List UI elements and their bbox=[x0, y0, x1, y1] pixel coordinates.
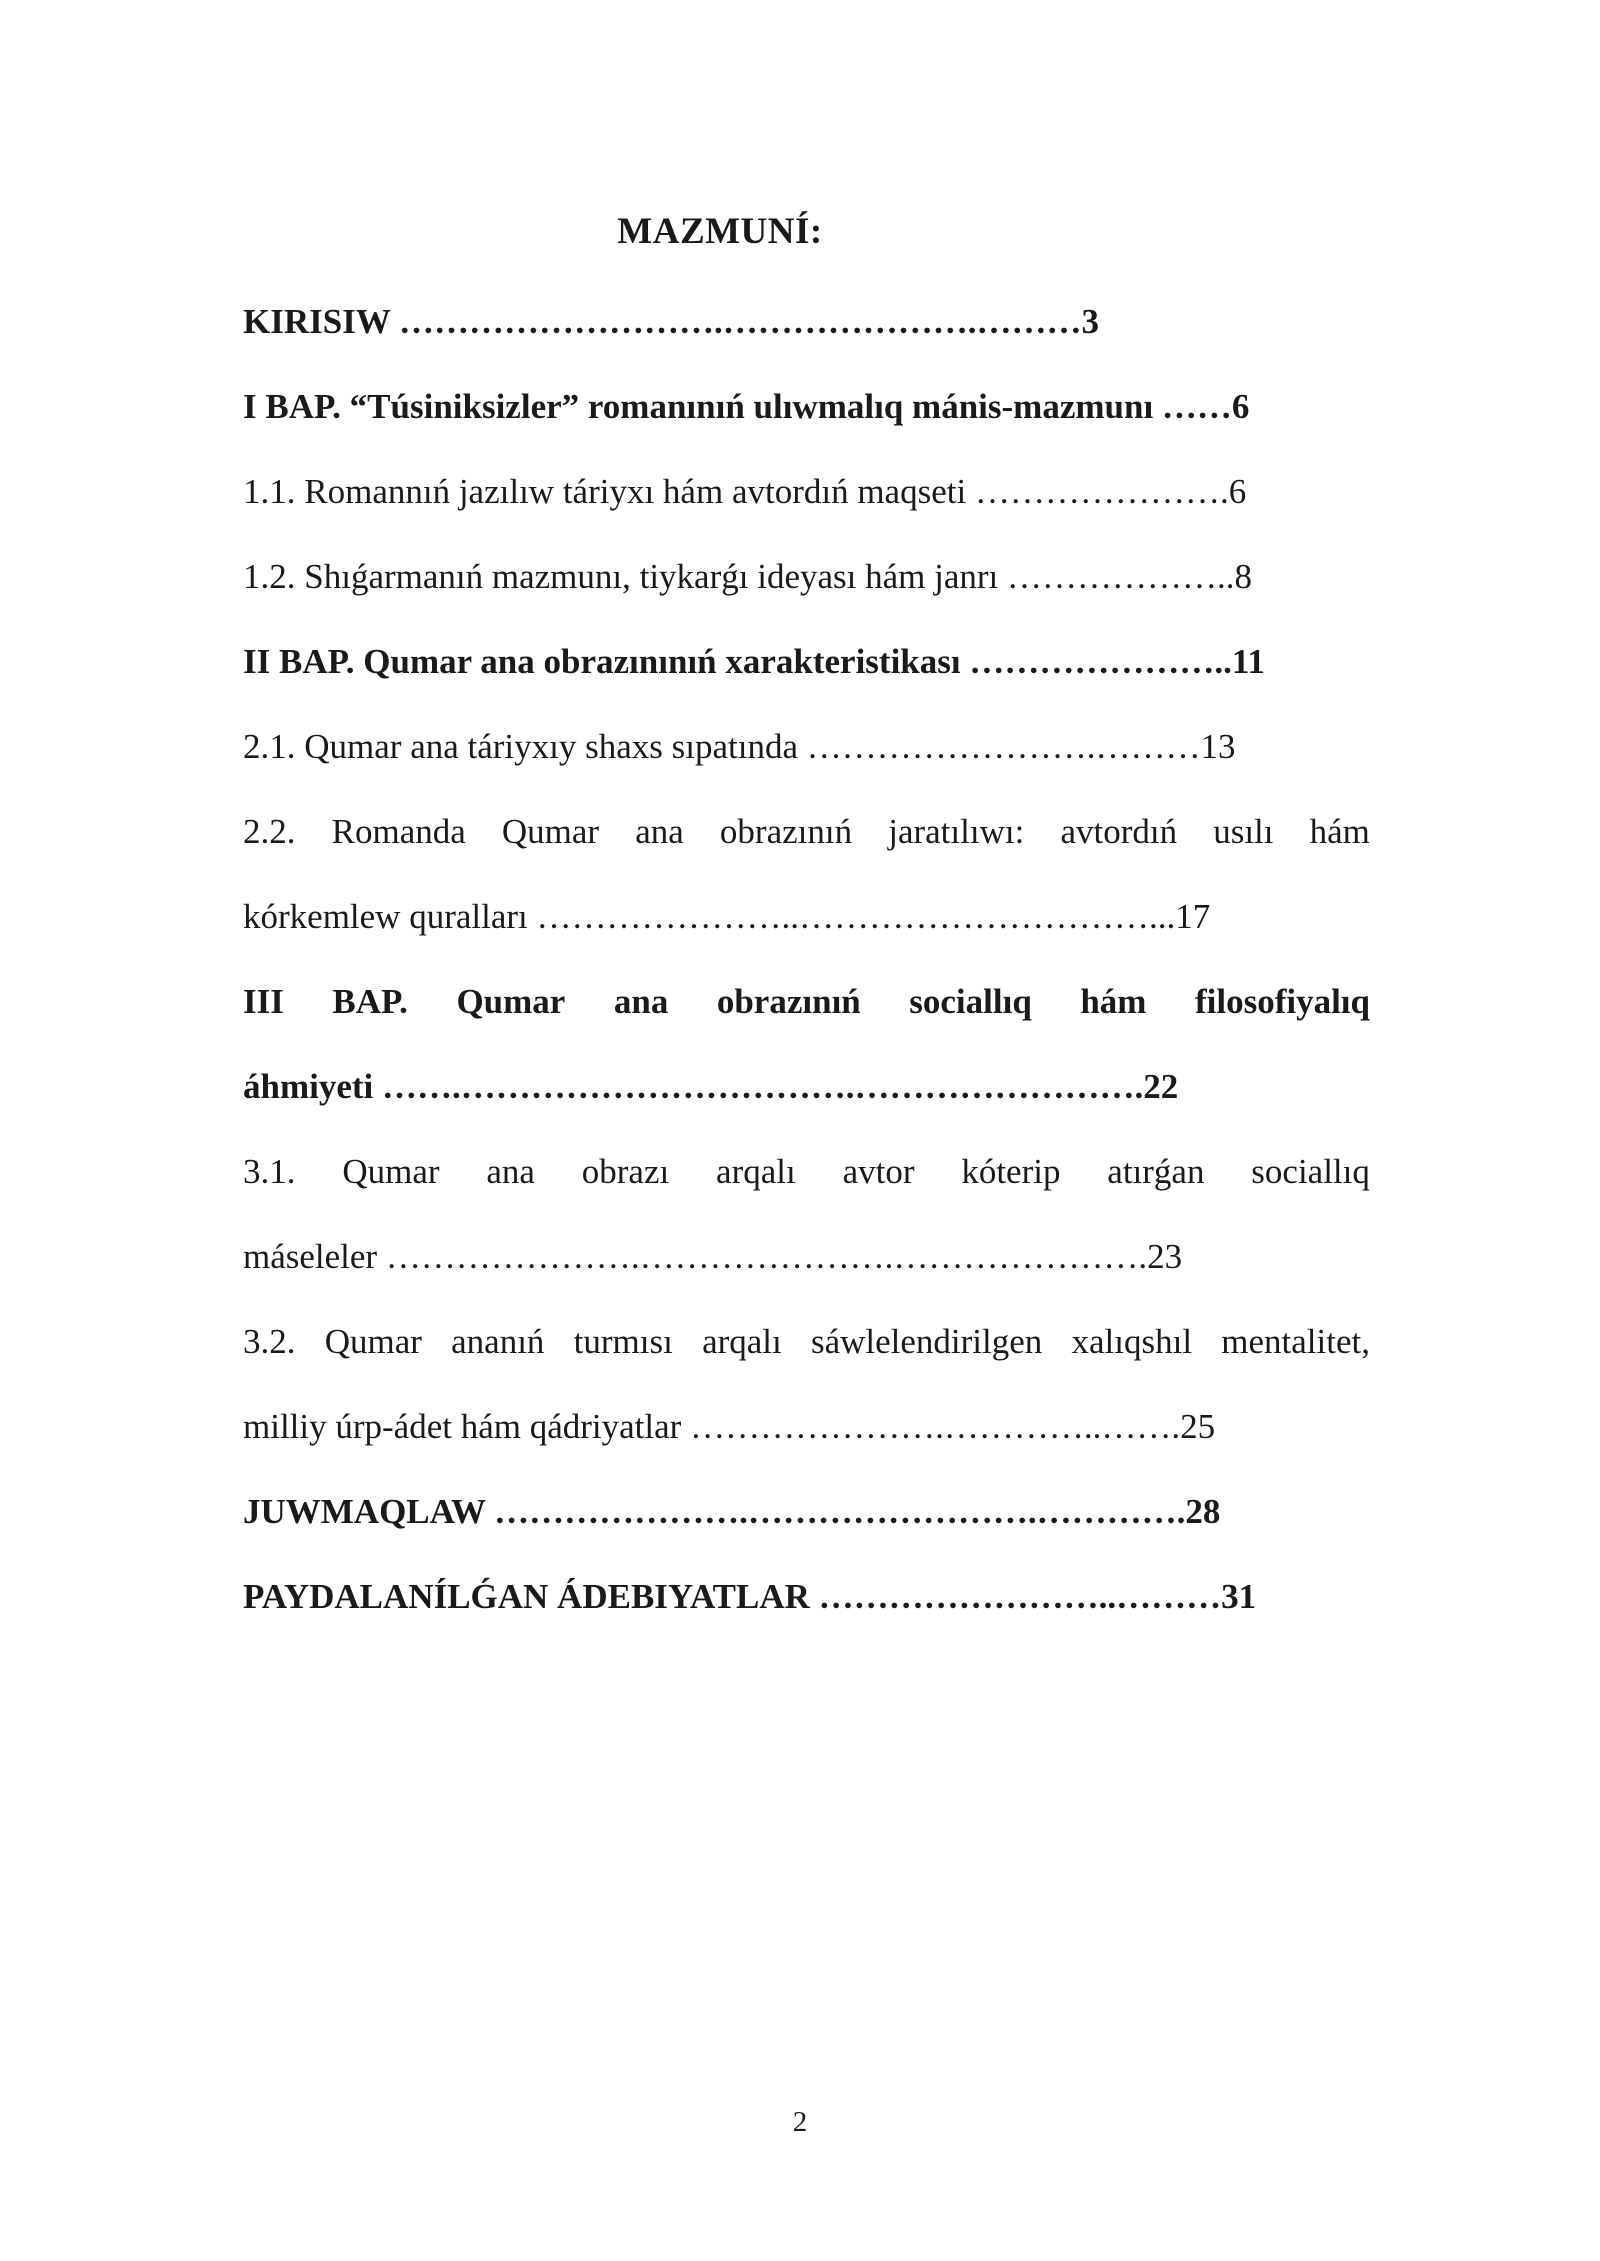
word: Romanda bbox=[331, 812, 466, 851]
word: ananıń bbox=[451, 1322, 545, 1361]
word: Qumar bbox=[342, 1152, 440, 1191]
toc-text: máseleler ………………….………………….………………….23 bbox=[243, 1237, 1183, 1276]
toc-entry-1-1: 1.1. Romannıń jazılıw táriyxı hám avtordıń maqseti ………………….6 bbox=[243, 472, 1247, 511]
word: ana bbox=[486, 1152, 535, 1191]
toc-entry-2-2-line-2: kórkemlew quralları …………………..…………………………...17 bbox=[243, 897, 1211, 936]
word: III bbox=[243, 982, 284, 1021]
word: arqalı bbox=[716, 1152, 796, 1191]
word: kóterip bbox=[961, 1152, 1061, 1191]
word: obrazınıń bbox=[716, 982, 861, 1021]
word: turmısı bbox=[573, 1322, 673, 1361]
page-number: 2 bbox=[792, 2106, 808, 2138]
toc-entry-references: PAYDALANÍLǴAN ÁDEBIYATLAR ……………………..………31 bbox=[243, 1577, 1257, 1616]
page-title: MAZMUNÍ: bbox=[617, 211, 823, 252]
word: mentalitet, bbox=[1221, 1322, 1370, 1361]
word: Qumar bbox=[501, 812, 600, 851]
word: usılı bbox=[1213, 812, 1274, 851]
toc-entry-2-2-line-1 bbox=[243, 810, 1370, 854]
toc-entry-juwmaqlaw: JUWMAQLAW ………………….…………………….………….28 bbox=[243, 1492, 1221, 1531]
toc-entry-2-1: 2.1. Qumar ana táriyxıy shaxs sıpatında …………………….………13 bbox=[243, 727, 1236, 766]
word: xalıqshıl bbox=[1071, 1322, 1193, 1361]
word: hám bbox=[1080, 982, 1147, 1021]
word: jaratılıwı: bbox=[888, 812, 1025, 851]
word: ana bbox=[635, 812, 684, 851]
word: Qumar bbox=[456, 982, 566, 1021]
word: 3.1. bbox=[243, 1152, 296, 1191]
toc-entry-3-2-line-2: milliy úrp-ádet hám qádriyatlar ………………….…………..…….25 bbox=[243, 1407, 1216, 1446]
toc-entry-3-2-line-1 bbox=[243, 1320, 1370, 1364]
word: arqalı bbox=[702, 1322, 782, 1361]
word: obrazı bbox=[581, 1152, 670, 1191]
word: sociallıq bbox=[1251, 1152, 1370, 1191]
toc-entry-3-1-line-2 bbox=[243, 1235, 1182, 1279]
toc-entry-chapter-1: I BAP. “Túsiniksizler” romanınıń ulıwmalıq mánis-mazmunı ……6 bbox=[243, 387, 1250, 426]
word: Qumar bbox=[324, 1322, 422, 1361]
toc-entry-1-2: 1.2. Shıǵarmanıń mazmunı, tiykarǵı ideyası hám janrı ………………..8 bbox=[243, 557, 1253, 596]
toc-entry-3-1-line-1 bbox=[243, 1150, 1370, 1194]
toc-entry-kirisiw: KIRISIW ……………………….………………….………3 bbox=[243, 302, 1099, 341]
toc-entry-chapter-3-line-2: áhmiyeti …….…………………………….…………………….22 bbox=[243, 1067, 1179, 1106]
word: atırǵan bbox=[1107, 1152, 1205, 1191]
toc-entry-chapter-2: II BAP. Qumar ana obrazınınıń xarakteristikası …………………..11 bbox=[243, 642, 1265, 681]
word: hám bbox=[1309, 812, 1370, 851]
word: sáwlelendirilgen bbox=[810, 1322, 1043, 1361]
toc-entry-chapter-3-line-1 bbox=[243, 980, 1370, 1024]
word: BAP. bbox=[332, 982, 408, 1021]
word: avtordıń bbox=[1060, 812, 1178, 851]
word: ana bbox=[613, 982, 669, 1021]
word: sociallıq bbox=[909, 982, 1032, 1021]
word: obrazınıń bbox=[719, 812, 853, 851]
word: filosofiyalıq bbox=[1194, 982, 1370, 1021]
word: avtor bbox=[842, 1152, 915, 1191]
word: 3.2. bbox=[243, 1322, 296, 1361]
word: 2.2. bbox=[243, 812, 296, 851]
